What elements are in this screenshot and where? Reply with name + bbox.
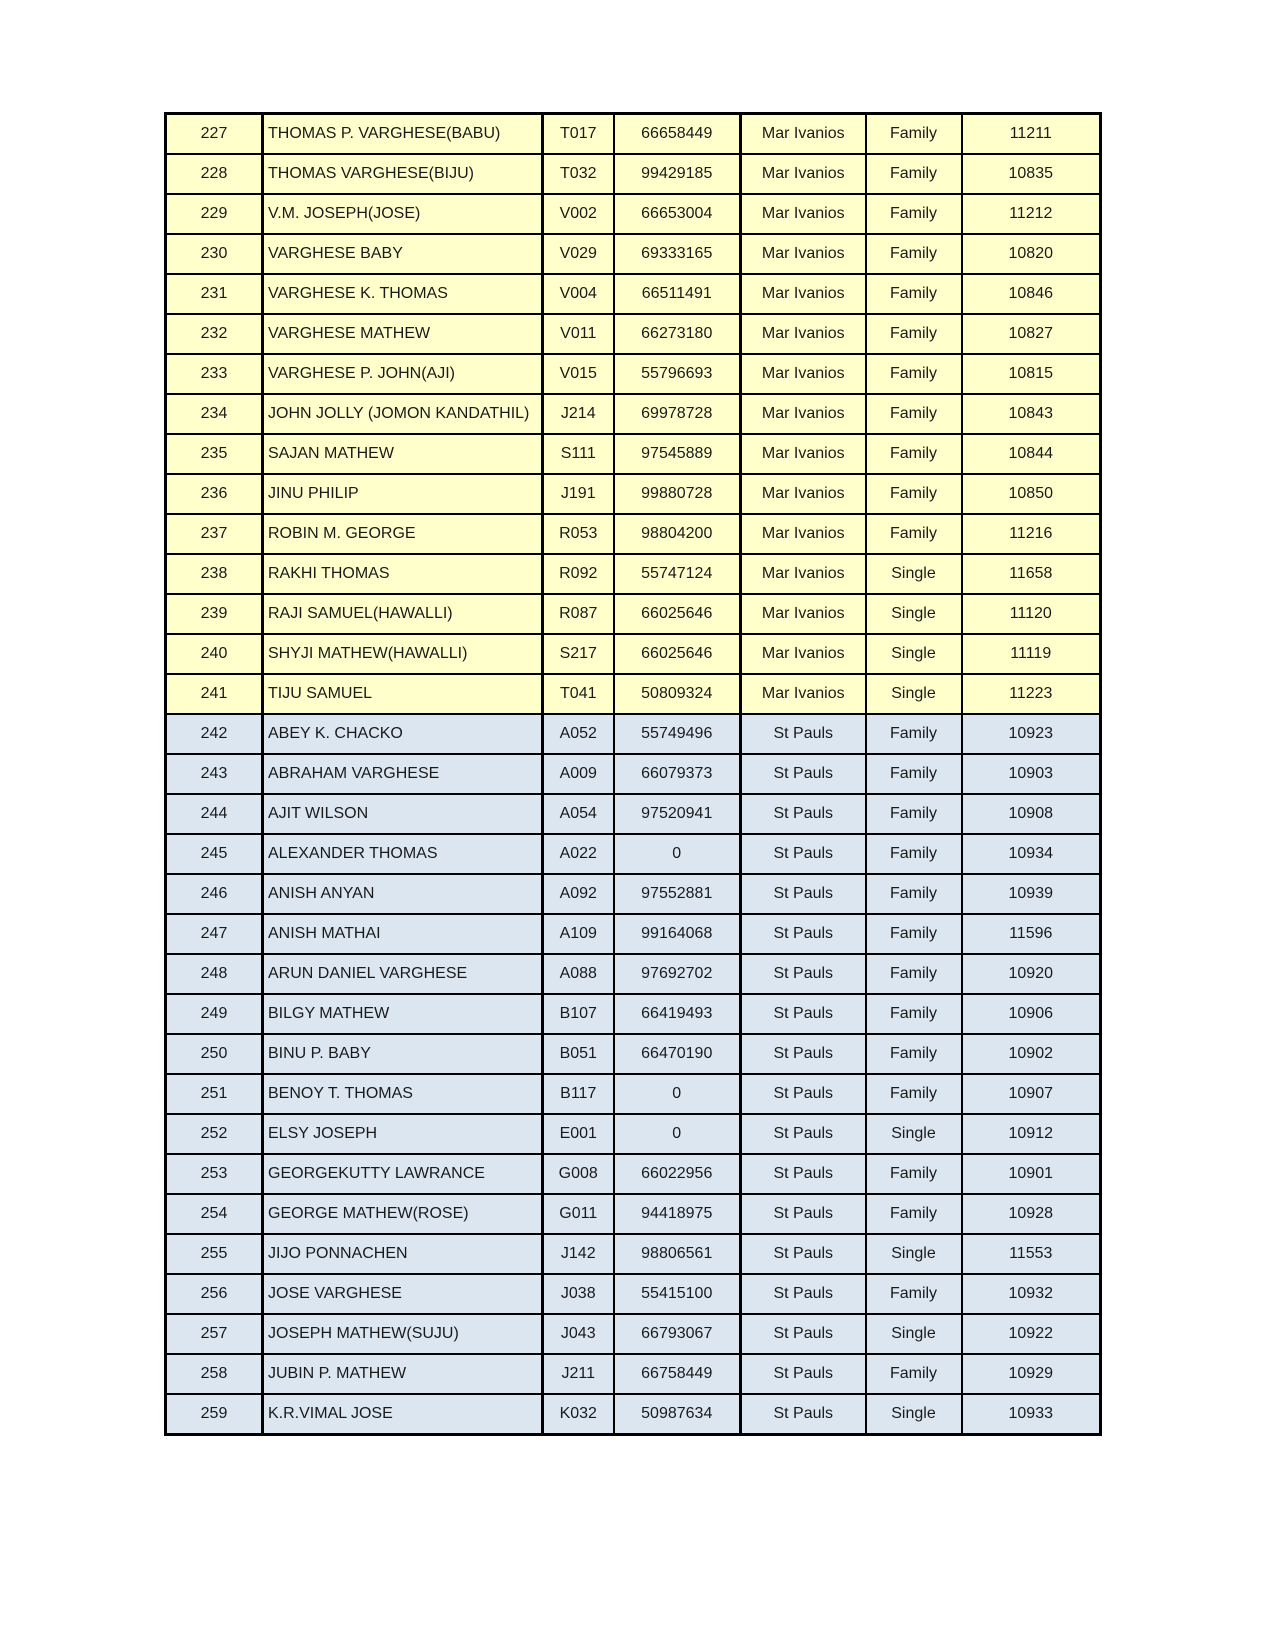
table-row — [166, 1194, 1101, 1234]
member-code-cell: B117 — [543, 1074, 614, 1114]
parish-cell: St Pauls — [741, 794, 866, 834]
membership-type-cell: Family — [866, 794, 962, 834]
table-row — [166, 1394, 1101, 1435]
membership-type-cell: Single — [866, 554, 962, 594]
member-id-cell: 10835 — [962, 154, 1101, 194]
phone-number-cell: 98804200 — [614, 514, 741, 554]
parish-cell: St Pauls — [741, 1314, 866, 1354]
member-code-cell: V015 — [543, 354, 614, 394]
membership-type-cell: Family — [866, 154, 962, 194]
member-table-body — [166, 114, 1101, 1435]
table-row — [166, 754, 1101, 794]
member-code-cell: V011 — [543, 314, 614, 354]
membership-type-cell: Family — [866, 954, 962, 994]
membership-type-cell: Family — [866, 274, 962, 314]
member-id-cell: 10850 — [962, 474, 1101, 514]
table-row — [166, 514, 1101, 554]
row-number-cell: 256 — [166, 1274, 263, 1314]
membership-type-cell: Single — [866, 1234, 962, 1274]
parish-cell: Mar Ivanios — [741, 114, 866, 155]
row-number-cell: 258 — [166, 1354, 263, 1394]
member-code-cell: J191 — [543, 474, 614, 514]
parish-cell: St Pauls — [741, 1034, 866, 1074]
table-row — [166, 794, 1101, 834]
row-number-cell: 245 — [166, 834, 263, 874]
table-row — [166, 914, 1101, 954]
parish-cell: St Pauls — [741, 914, 866, 954]
row-number-cell: 254 — [166, 1194, 263, 1234]
parish-cell: St Pauls — [741, 1154, 866, 1194]
row-number-cell: 229 — [166, 194, 263, 234]
member-code-cell: G011 — [543, 1194, 614, 1234]
member-table — [164, 112, 1102, 1436]
member-code-cell: T017 — [543, 114, 614, 155]
row-number-cell: 232 — [166, 314, 263, 354]
member-id-cell: 11553 — [962, 1234, 1101, 1274]
member-code-cell: A052 — [543, 714, 614, 754]
parish-cell: St Pauls — [741, 754, 866, 794]
parish-cell: Mar Ivanios — [741, 154, 866, 194]
phone-number-cell: 66511491 — [614, 274, 741, 314]
membership-type-cell: Family — [866, 1354, 962, 1394]
row-number-cell: 259 — [166, 1394, 263, 1435]
parish-cell: St Pauls — [741, 874, 866, 914]
membership-type-cell: Family — [866, 874, 962, 914]
row-number-cell: 236 — [166, 474, 263, 514]
table-row — [166, 234, 1101, 274]
table-row — [166, 1314, 1101, 1354]
member-name-cell: BILGY MATHEW — [263, 994, 543, 1034]
membership-type-cell: Family — [866, 354, 962, 394]
member-id-cell: 10908 — [962, 794, 1101, 834]
membership-type-cell: Single — [866, 1114, 962, 1154]
member-name-cell: ABRAHAM VARGHESE — [263, 754, 543, 794]
phone-number-cell: 98806561 — [614, 1234, 741, 1274]
phone-number-cell: 97545889 — [614, 434, 741, 474]
parish-cell: Mar Ivanios — [741, 314, 866, 354]
membership-type-cell: Family — [866, 1154, 962, 1194]
member-code-cell: K032 — [543, 1394, 614, 1435]
member-id-cell: 10901 — [962, 1154, 1101, 1194]
member-name-cell: THOMAS VARGHESE(BIJU) — [263, 154, 543, 194]
member-name-cell: VARGHESE K. THOMAS — [263, 274, 543, 314]
member-id-cell: 10928 — [962, 1194, 1101, 1234]
table-row — [166, 1234, 1101, 1274]
row-number-cell: 243 — [166, 754, 263, 794]
parish-cell: St Pauls — [741, 714, 866, 754]
table-row — [166, 674, 1101, 714]
member-name-cell: RAKHI THOMAS — [263, 554, 543, 594]
member-name-cell: ANISH ANYAN — [263, 874, 543, 914]
row-number-cell: 239 — [166, 594, 263, 634]
parish-cell: Mar Ivanios — [741, 194, 866, 234]
table-row — [166, 554, 1101, 594]
membership-type-cell: Family — [866, 194, 962, 234]
member-code-cell: T032 — [543, 154, 614, 194]
phone-number-cell: 50987634 — [614, 1394, 741, 1435]
member-id-cell: 10912 — [962, 1114, 1101, 1154]
table-row — [166, 194, 1101, 234]
member-code-cell: J038 — [543, 1274, 614, 1314]
member-name-cell: RAJI SAMUEL(HAWALLI) — [263, 594, 543, 634]
member-name-cell: THOMAS P. VARGHESE(BABU) — [263, 114, 543, 155]
membership-type-cell: Family — [866, 834, 962, 874]
member-name-cell: ALEXANDER THOMAS — [263, 834, 543, 874]
row-number-cell: 251 — [166, 1074, 263, 1114]
membership-type-cell: Family — [866, 1274, 962, 1314]
row-number-cell: 238 — [166, 554, 263, 594]
table-row — [166, 1034, 1101, 1074]
member-name-cell: V.M. JOSEPH(JOSE) — [263, 194, 543, 234]
table-row — [166, 274, 1101, 314]
membership-type-cell: Single — [866, 1314, 962, 1354]
phone-number-cell: 69978728 — [614, 394, 741, 434]
parish-cell: Mar Ivanios — [741, 234, 866, 274]
member-code-cell: A022 — [543, 834, 614, 874]
member-id-cell: 11596 — [962, 914, 1101, 954]
member-name-cell: JOHN JOLLY (JOMON KANDATHIL) — [263, 394, 543, 434]
member-code-cell: B107 — [543, 994, 614, 1034]
membership-type-cell: Family — [866, 234, 962, 274]
membership-type-cell: Family — [866, 1034, 962, 1074]
phone-number-cell: 97520941 — [614, 794, 741, 834]
member-id-cell: 10920 — [962, 954, 1101, 994]
phone-number-cell: 94418975 — [614, 1194, 741, 1234]
row-number-cell: 237 — [166, 514, 263, 554]
table-row — [166, 874, 1101, 914]
member-code-cell: A009 — [543, 754, 614, 794]
parish-cell: St Pauls — [741, 1354, 866, 1394]
table-row — [166, 1354, 1101, 1394]
membership-type-cell: Family — [866, 1074, 962, 1114]
member-id-cell: 10929 — [962, 1354, 1101, 1394]
member-name-cell: ABEY K. CHACKO — [263, 714, 543, 754]
table-row — [166, 1274, 1101, 1314]
row-number-cell: 240 — [166, 634, 263, 674]
member-name-cell: GEORGE MATHEW(ROSE) — [263, 1194, 543, 1234]
membership-type-cell: Single — [866, 674, 962, 714]
member-id-cell: 10827 — [962, 314, 1101, 354]
row-number-cell: 233 — [166, 354, 263, 394]
row-number-cell: 246 — [166, 874, 263, 914]
parish-cell: Mar Ivanios — [741, 434, 866, 474]
membership-type-cell: Family — [866, 754, 962, 794]
parish-cell: St Pauls — [741, 1114, 866, 1154]
member-name-cell: ROBIN M. GEORGE — [263, 514, 543, 554]
row-number-cell: 248 — [166, 954, 263, 994]
phone-number-cell: 66658449 — [614, 114, 741, 155]
parish-cell: Mar Ivanios — [741, 394, 866, 434]
member-code-cell: V029 — [543, 234, 614, 274]
member-code-cell: V004 — [543, 274, 614, 314]
row-number-cell: 250 — [166, 1034, 263, 1074]
member-name-cell: SHYJI MATHEW(HAWALLI) — [263, 634, 543, 674]
member-id-cell: 10934 — [962, 834, 1101, 874]
phone-number-cell: 99429185 — [614, 154, 741, 194]
phone-number-cell: 66022956 — [614, 1154, 741, 1194]
membership-type-cell: Single — [866, 1394, 962, 1435]
member-id-cell: 10923 — [962, 714, 1101, 754]
phone-number-cell: 55749496 — [614, 714, 741, 754]
table-row — [166, 434, 1101, 474]
table-row — [166, 154, 1101, 194]
member-code-cell: R092 — [543, 554, 614, 594]
member-name-cell: VARGHESE P. JOHN(AJI) — [263, 354, 543, 394]
member-code-cell: V002 — [543, 194, 614, 234]
row-number-cell: 235 — [166, 434, 263, 474]
row-number-cell: 241 — [166, 674, 263, 714]
member-name-cell: ARUN DANIEL VARGHESE — [263, 954, 543, 994]
table-row — [166, 114, 1101, 155]
member-id-cell: 11211 — [962, 114, 1101, 155]
parish-cell: Mar Ivanios — [741, 474, 866, 514]
member-id-cell: 10902 — [962, 1034, 1101, 1074]
membership-type-cell: Family — [866, 394, 962, 434]
row-number-cell: 257 — [166, 1314, 263, 1354]
table-row — [166, 394, 1101, 434]
member-name-cell: TIJU SAMUEL — [263, 674, 543, 714]
table-row — [166, 954, 1101, 994]
parish-cell: St Pauls — [741, 954, 866, 994]
member-name-cell: VARGHESE MATHEW — [263, 314, 543, 354]
member-name-cell: JINU PHILIP — [263, 474, 543, 514]
phone-number-cell: 55796693 — [614, 354, 741, 394]
member-name-cell: GEORGEKUTTY LAWRANCE — [263, 1154, 543, 1194]
membership-type-cell: Family — [866, 434, 962, 474]
row-number-cell: 255 — [166, 1234, 263, 1274]
member-id-cell: 10932 — [962, 1274, 1101, 1314]
member-id-cell: 11223 — [962, 674, 1101, 714]
member-code-cell: J211 — [543, 1354, 614, 1394]
phone-number-cell: 66653004 — [614, 194, 741, 234]
table-row — [166, 354, 1101, 394]
membership-type-cell: Family — [866, 1194, 962, 1234]
phone-number-cell: 66025646 — [614, 634, 741, 674]
parish-cell: Mar Ivanios — [741, 354, 866, 394]
member-name-cell: BENOY T. THOMAS — [263, 1074, 543, 1114]
member-code-cell: B051 — [543, 1034, 614, 1074]
member-code-cell: A092 — [543, 874, 614, 914]
member-name-cell: VARGHESE BABY — [263, 234, 543, 274]
row-number-cell: 231 — [166, 274, 263, 314]
row-number-cell: 230 — [166, 234, 263, 274]
parish-cell: St Pauls — [741, 1234, 866, 1274]
member-id-cell: 11119 — [962, 634, 1101, 674]
phone-number-cell: 66419493 — [614, 994, 741, 1034]
member-code-cell: T041 — [543, 674, 614, 714]
table-row — [166, 994, 1101, 1034]
member-name-cell: JOSE VARGHESE — [263, 1274, 543, 1314]
member-name-cell: AJIT WILSON — [263, 794, 543, 834]
table-row — [166, 634, 1101, 674]
member-id-cell: 10820 — [962, 234, 1101, 274]
phone-number-cell: 66470190 — [614, 1034, 741, 1074]
table-row — [166, 474, 1101, 514]
member-name-cell: SAJAN MATHEW — [263, 434, 543, 474]
member-name-cell: JIJO PONNACHEN — [263, 1234, 543, 1274]
member-code-cell: S217 — [543, 634, 614, 674]
parish-cell: St Pauls — [741, 1074, 866, 1114]
row-number-cell: 227 — [166, 114, 263, 155]
parish-cell: St Pauls — [741, 1394, 866, 1435]
membership-type-cell: Single — [866, 634, 962, 674]
parish-cell: Mar Ivanios — [741, 634, 866, 674]
table-row — [166, 834, 1101, 874]
membership-type-cell: Family — [866, 994, 962, 1034]
member-code-cell: R087 — [543, 594, 614, 634]
membership-type-cell: Family — [866, 914, 962, 954]
row-number-cell: 252 — [166, 1114, 263, 1154]
member-code-cell: J043 — [543, 1314, 614, 1354]
parish-cell: Mar Ivanios — [741, 514, 866, 554]
parish-cell: St Pauls — [741, 834, 866, 874]
member-id-cell: 11216 — [962, 514, 1101, 554]
row-number-cell: 253 — [166, 1154, 263, 1194]
table-row — [166, 714, 1101, 754]
member-code-cell: R053 — [543, 514, 614, 554]
phone-number-cell: 55747124 — [614, 554, 741, 594]
row-number-cell: 244 — [166, 794, 263, 834]
membership-type-cell: Family — [866, 514, 962, 554]
phone-number-cell: 66793067 — [614, 1314, 741, 1354]
table-row — [166, 314, 1101, 354]
member-id-cell: 10922 — [962, 1314, 1101, 1354]
phone-number-cell: 66273180 — [614, 314, 741, 354]
parish-cell: St Pauls — [741, 1274, 866, 1314]
phone-number-cell: 55415100 — [614, 1274, 741, 1314]
phone-number-cell: 99880728 — [614, 474, 741, 514]
member-code-cell: J214 — [543, 394, 614, 434]
parish-cell: Mar Ivanios — [741, 594, 866, 634]
member-id-cell: 10843 — [962, 394, 1101, 434]
table-row — [166, 594, 1101, 634]
membership-type-cell: Family — [866, 474, 962, 514]
table-row — [166, 1154, 1101, 1194]
member-code-cell: E001 — [543, 1114, 614, 1154]
phone-number-cell: 66025646 — [614, 594, 741, 634]
member-code-cell: A088 — [543, 954, 614, 994]
parish-cell: Mar Ivanios — [741, 674, 866, 714]
member-id-cell: 10844 — [962, 434, 1101, 474]
phone-number-cell: 97552881 — [614, 874, 741, 914]
member-code-cell: S111 — [543, 434, 614, 474]
phone-number-cell: 99164068 — [614, 914, 741, 954]
member-name-cell: BINU P. BABY — [263, 1034, 543, 1074]
row-number-cell: 234 — [166, 394, 263, 434]
phone-number-cell: 66079373 — [614, 754, 741, 794]
member-code-cell: A054 — [543, 794, 614, 834]
row-number-cell: 247 — [166, 914, 263, 954]
phone-number-cell: 50809324 — [614, 674, 741, 714]
member-id-cell: 10939 — [962, 874, 1101, 914]
member-id-cell: 11212 — [962, 194, 1101, 234]
parish-cell: St Pauls — [741, 994, 866, 1034]
table-row — [166, 1114, 1101, 1154]
parish-cell: Mar Ivanios — [741, 274, 866, 314]
member-id-cell: 10903 — [962, 754, 1101, 794]
membership-type-cell: Family — [866, 714, 962, 754]
member-id-cell: 10846 — [962, 274, 1101, 314]
member-name-cell: JUBIN P. MATHEW — [263, 1354, 543, 1394]
row-number-cell: 249 — [166, 994, 263, 1034]
member-id-cell: 10815 — [962, 354, 1101, 394]
parish-cell: Mar Ivanios — [741, 554, 866, 594]
parish-cell: St Pauls — [741, 1194, 866, 1234]
member-id-cell: 10907 — [962, 1074, 1101, 1114]
member-code-cell: G008 — [543, 1154, 614, 1194]
member-name-cell: JOSEPH MATHEW(SUJU) — [263, 1314, 543, 1354]
member-id-cell: 11120 — [962, 594, 1101, 634]
member-name-cell: ELSY JOSEPH — [263, 1114, 543, 1154]
row-number-cell: 242 — [166, 714, 263, 754]
membership-type-cell: Single — [866, 594, 962, 634]
member-name-cell: K.R.VIMAL JOSE — [263, 1394, 543, 1435]
phone-number-cell: 0 — [614, 1114, 741, 1154]
table-row — [166, 1074, 1101, 1114]
phone-number-cell: 66758449 — [614, 1354, 741, 1394]
member-name-cell: ANISH MATHAI — [263, 914, 543, 954]
member-id-cell: 10906 — [962, 994, 1101, 1034]
member-id-cell: 10933 — [962, 1394, 1101, 1435]
membership-type-cell: Family — [866, 314, 962, 354]
phone-number-cell: 0 — [614, 1074, 741, 1114]
phone-number-cell: 69333165 — [614, 234, 741, 274]
row-number-cell: 228 — [166, 154, 263, 194]
phone-number-cell: 97692702 — [614, 954, 741, 994]
member-code-cell: J142 — [543, 1234, 614, 1274]
membership-type-cell: Family — [866, 114, 962, 155]
member-code-cell: A109 — [543, 914, 614, 954]
phone-number-cell: 0 — [614, 834, 741, 874]
member-id-cell: 11658 — [962, 554, 1101, 594]
